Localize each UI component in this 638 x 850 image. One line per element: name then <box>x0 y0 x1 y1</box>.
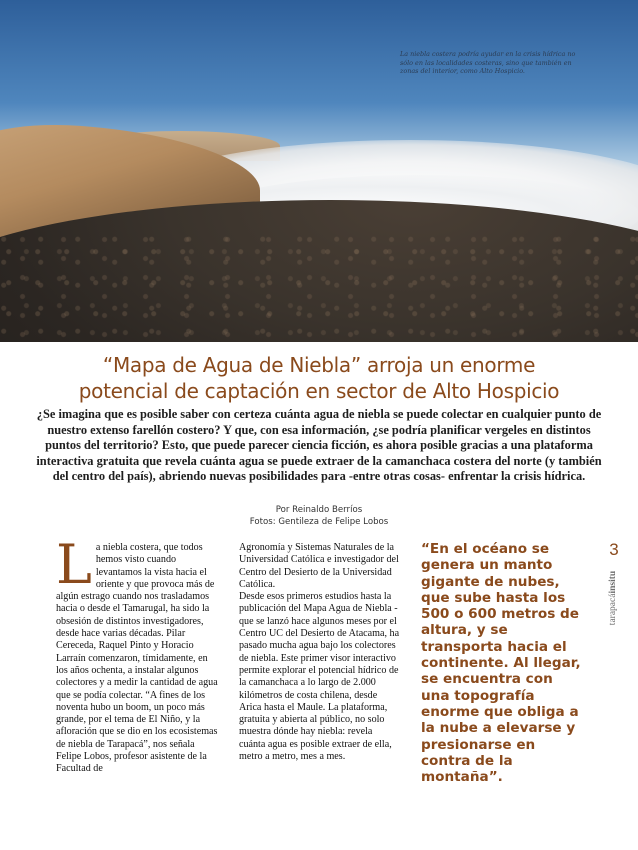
hero-photo <box>0 0 638 342</box>
body-paragraph-3: Desde esos primeros estudios hasta la publicación del Mapa Agua de Niebla -que se lanzó hace algunos meses por el Centro UC del Desierto de Atacama, ha pasado mucha agua bajo los colectores de niebla. Este primer visor interactivo permite explorar el potencial hídrico de la camanchaca a lo largo de 2.000 kilómetros de costa chilena, desde Arica hasta el Maule. La plataforma, gratuita y abierta al público, no solo muestra dónde hay niebla: revela cuánta agua es posible extraer de ella, metro a metro, mes a mes. <box>239 591 400 763</box>
text-column-1 <box>56 533 218 776</box>
byline <box>200 504 438 528</box>
headline-line-2: potencial de captación en sector de Alto Hospicio <box>78 379 560 403</box>
magazine-name <box>608 553 622 643</box>
headline-line-1: “Mapa de Agua de Niebla” arroja un enorme <box>102 353 536 377</box>
byline-author: Por Reinaldo Berríos <box>275 505 363 515</box>
body-paragraph-1: a niebla costera, que todos hemos visto cuando levantamos la vista hacia el oriente y que provoca más de algún estrago cuando nos trasladamos hacia o desde el Tamarugal, ha sido la obsesión de distintos investigadores, desde hace varias décadas. Pilar Cereceda, Raquel Pinto y Horacio Larraín comenzaron, tímidamente, en los años ochenta, a instalar algunos colectores y a medir la cantidad de agua que se podía colectar. “A fines de los noventa hubo un boom, un poco más grande, por el tema de El Niño, y la afloración que se dio en los ecosistemas de niebla de Tarapacá”, nos señala Felipe Lobos, profesor asistente de la Facultad de <box>56 542 218 775</box>
article-headline <box>30 352 608 404</box>
page-number: 3 <box>609 540 619 559</box>
magazine-name-b: insitu <box>608 570 618 594</box>
body-paragraph-2: Agronomía y Sistemas Naturales de la Universidad Católica e investigador del Centro del Desierto de la Universidad Católica. <box>239 542 399 590</box>
pull-quote: “En el océano se genera un manto gigante de nubes, que sube hasta los 500 o 600 metros de altura, y se transporta hacia el continente. Al llegar, se encuentra con una topografía enorme que obliga a la nube a elevarse y presionarse en contra de la montaña”. <box>421 541 581 786</box>
magazine-name-a: tarapacá <box>608 593 618 626</box>
article-lede: ¿Se imagina que es posible saber con certeza cuánta agua de niebla se puede colectar en cualquier punto de nuestro extenso farellón costero? Y que, con esa información, ¿se podría planificar vergeles en distintos puntos del territorio? Esto, que puede parecer ciencia ficción, es ahora posible gracias a una plataforma interactiva gratuita que revela cuánta agua se puede extraer de la camanchaca costera del norte (y también del centro del país), abriendo nuevas posibilidades para -entre otras cosas- enfrentar la crisis hídrica. <box>36 407 602 484</box>
drop-cap: L <box>56 533 92 596</box>
photo-caption: La niebla costera podría ayudar en la crisis hídrica no sólo en las localidades costeras, sino que también en zonas del interior, como Alto Hospicio. <box>400 50 576 76</box>
byline-photos: Fotos: Gentileza de Felipe Lobos <box>249 517 389 527</box>
ground-texture <box>0 230 638 342</box>
text-column-2 <box>239 542 401 763</box>
